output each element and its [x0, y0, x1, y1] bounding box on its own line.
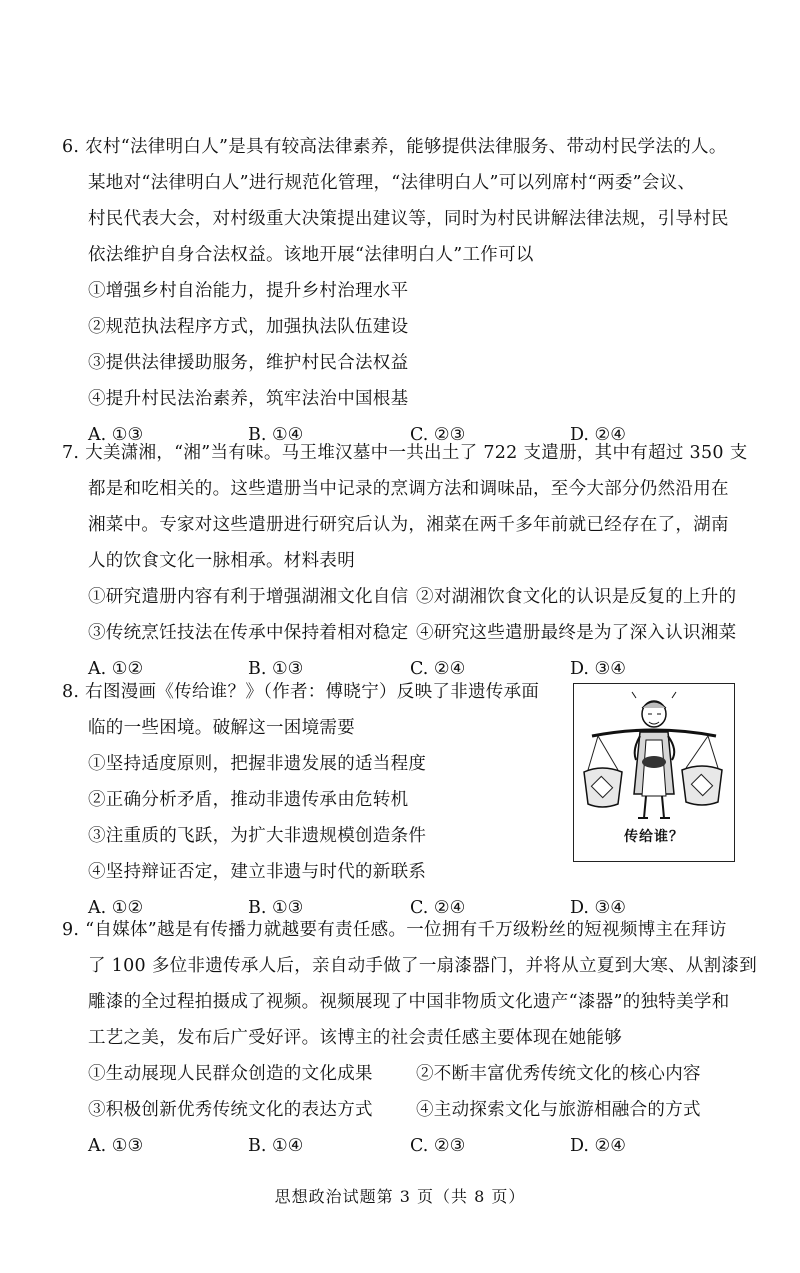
- page-footer: 思想政治试题第 3 页（共 8 页）: [274, 1187, 526, 1206]
- question-9-line: 了 100 多位非遗传承人后，亲自动手做了一扇漆器门，并将从立夏到大寒、从割漆到: [88, 956, 758, 976]
- choice-a[interactable]: A. ①③: [88, 1136, 144, 1156]
- choice-c[interactable]: C. ②③: [410, 1136, 466, 1156]
- question-9-statement: ②不断丰富优秀传统文化的核心内容: [416, 1064, 701, 1084]
- question-8-line: 临的一些困境。破解这一困境需要: [88, 718, 355, 738]
- choice-b[interactable]: B. ①③: [248, 659, 304, 679]
- choice-d[interactable]: D. ③④: [570, 659, 626, 679]
- cartoon-illustration: [573, 683, 735, 862]
- question-7-statement-row: [62, 615, 752, 651]
- question-7-statement-row: [62, 579, 752, 615]
- question-6-line: 村民代表大会，对村级重大决策提出建议等，同时为村民讲解法律法规，引导村民: [88, 209, 729, 229]
- question-7-statement: ①研究遣册内容有利于增强湖湘文化自信: [88, 587, 409, 607]
- question-6-line: 6. 农村“法律明白人”是具有较高法律素养，能够提供法律服务、带动村民学法的人。: [62, 137, 727, 157]
- choice-c[interactable]: C. ②④: [410, 659, 466, 679]
- choice-d[interactable]: D. ②④: [570, 1136, 626, 1156]
- question-6-statement: ②规范执法程序方式，加强执法队伍建设: [88, 317, 409, 337]
- choice-b[interactable]: B. ①④: [248, 1136, 304, 1156]
- question-8-statement: ②正确分析矛盾，推动非遗传承由危转机: [88, 790, 409, 810]
- question-9: [62, 912, 758, 1164]
- question-7-line: 人的饮食文化一脉相承。材料表明: [88, 551, 355, 571]
- question-9-statement: ③积极创新优秀传统文化的表达方式: [88, 1100, 373, 1120]
- question-9-line: 工艺之美，发布后广受好评。该博主的社会责任感主要体现在她能够: [88, 1028, 622, 1048]
- question-7: [62, 435, 752, 687]
- question-8-line: 8. 右图漫画《传给谁？》（作者：傅晓宁）反映了非遗传承面: [62, 682, 540, 702]
- choice-b[interactable]: B. ①④: [248, 425, 304, 445]
- question-6-line: 某地对“法律明白人”进行规范化管理，“法律明白人”可以列席村“两委”会议、: [88, 173, 696, 193]
- choice-d[interactable]: D. ③④: [570, 898, 626, 918]
- question-8-statement: ④坚持辩证否定，建立非遗与时代的新联系: [88, 862, 427, 882]
- choice-c[interactable]: C. ②④: [410, 898, 466, 918]
- question-6: [62, 129, 752, 453]
- question-9-statement-row: [62, 1092, 752, 1128]
- question-6-line: 依法维护自身合法权益。该地开展“法律明白人”工作可以: [88, 245, 534, 265]
- question-7-line: 7. 大美潇湘，“湘”当有味。马王堆汉墓中一共出土了 722 支遣册，其中有超过 350 支: [62, 443, 748, 463]
- choice-b[interactable]: B. ①③: [248, 898, 304, 918]
- question-7-statement: ③传统烹饪技法在传承中保持着相对稳定: [88, 623, 409, 643]
- question-6-statement: ③提供法律援助服务，维护村民合法权益: [88, 353, 409, 373]
- question-9-choices: [62, 1128, 752, 1164]
- question-9-statement: ④主动探索文化与旅游相融合的方式: [416, 1100, 701, 1120]
- question-6-statement: ④提升村民法治素养，筑牢法治中国根基: [88, 389, 409, 409]
- question-9-line: 雕漆的全过程拍摄成了视频。视频展现了中国非物质文化遗产“漆器”的独特美学和: [88, 992, 730, 1012]
- question-9-statement: ①生动展现人民群众创造的文化成果: [88, 1064, 373, 1084]
- question-7-statement: ②对湖湘饮食文化的认识是反复的上升的: [416, 587, 737, 607]
- choice-a[interactable]: A. ①②: [88, 898, 144, 918]
- question-7-statement: ④研究这些遣册最终是为了深入认识湘菜: [416, 623, 737, 643]
- choice-d[interactable]: D. ②④: [570, 425, 626, 445]
- question-8-statement: ③注重质的飞跃，为扩大非遗规模创造条件: [88, 826, 427, 846]
- question-8: [62, 674, 562, 890]
- choice-c[interactable]: C. ②③: [410, 425, 466, 445]
- cartoon-caption: 传给谁？: [624, 829, 684, 845]
- question-9-line: 9. “自媒体”越是有传播力就越要有责任感。一位拥有千万级粉丝的短视频博主在拜访: [62, 920, 727, 940]
- question-9-statement-row: [62, 1056, 752, 1092]
- question-8-statement: ①坚持适度原则，把握非遗发展的适当程度: [88, 754, 427, 774]
- question-6-statement: ①增强乡村自治能力，提升乡村治理水平: [88, 281, 409, 301]
- question-7-line: 都是和吃相关的。这些遣册当中记录的烹调方法和调味品，至今大部分仍然沿用在: [88, 479, 729, 499]
- question-7-line: 湘菜中。专家对这些遣册进行研究后认为，湘菜在两千多年前就已经存在了，湖南: [88, 515, 729, 535]
- choice-a[interactable]: A. ①②: [88, 659, 144, 679]
- choice-a[interactable]: A. ①③: [88, 425, 144, 445]
